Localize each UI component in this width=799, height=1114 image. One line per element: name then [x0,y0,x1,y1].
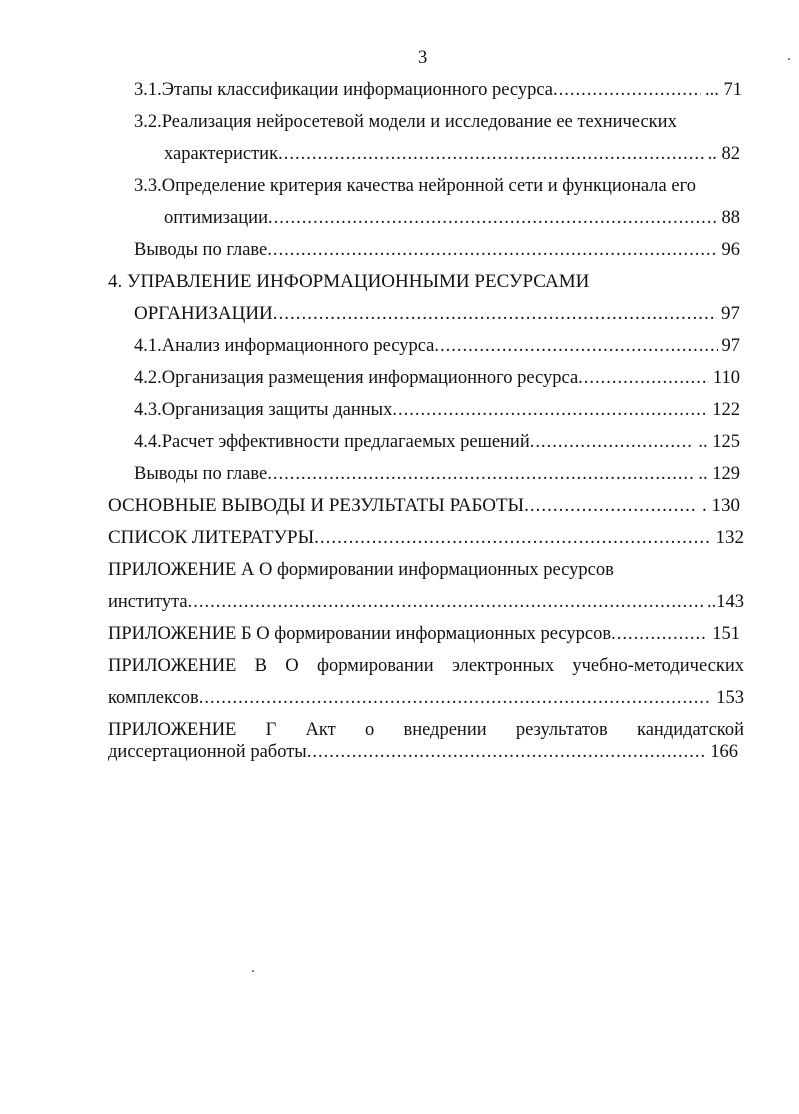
toc-entry-conclusions-4[interactable] [134,462,740,486]
toc-entry-page: ... 71 [705,80,742,100]
scan-speck [788,58,790,60]
toc-entry-conclusions-3[interactable] [134,238,740,262]
toc-appendix-g[interactable] [108,740,738,764]
toc-entry-title: ОСНОВНЫЕ ВЫВОДЫ И РЕЗУЛЬТАТЫ РАБОТЫ [108,495,525,516]
toc-leader-dots [273,302,717,326]
toc-entry-3-2[interactable] [164,142,740,166]
word: формировании [316,656,434,676]
word: электронных [451,656,555,676]
toc-entry-4-3[interactable] [134,398,740,422]
toc-entry-title: 4.2.Организация размещения информационного ресурса [134,368,579,388]
word: В [254,656,267,676]
toc-entry-page: 122 [712,400,740,420]
word: Г [265,720,277,740]
toc-leader-dots [267,238,717,262]
toc-leader-dots [188,590,703,614]
toc-entry-page: .. 82 [707,144,740,164]
toc-entry-title: Выводы по главе [134,240,268,260]
toc-leader-dots [314,526,711,550]
toc-leader-dots [268,206,718,230]
toc-entry-page: 132 [715,527,744,548]
toc-leader-dots [307,740,707,764]
toc-entry-title: 3.1.Этапы классификации информационного ресурса [134,80,554,100]
word: кандидатской [637,720,744,740]
toc-leader-dots [530,430,695,454]
toc-entry-title: Выводы по главе [134,464,268,484]
toc-entry-title: оптимизации [164,208,268,228]
toc-entry-title: СПИСОК ЛИТЕРАТУРЫ [108,527,315,548]
toc-appendix-b[interactable] [108,622,740,646]
toc-leader-dots [611,622,708,646]
toc-leader-dots [578,366,709,390]
toc-entry-title: ПРИЛОЖЕНИЕ Б О формировании информационных ресурсов [108,624,612,644]
toc-entry-4-2[interactable] [134,366,740,390]
toc-leader-dots [434,334,717,358]
word: о [364,720,375,740]
toc-entry-title: комплексов [108,688,199,708]
word: результатов [515,720,608,740]
toc-entry-page: .. 129 [698,464,740,484]
toc-leader-dots [267,462,694,486]
toc-entry-title: института [108,592,188,612]
toc-appendix-a-line1[interactable]: ПРИЛОЖЕНИЕ А О формировании информационных ресурсов [108,560,614,580]
toc-entry-title: ОРГАНИЗАЦИИ [134,303,273,324]
toc-entry-page: 110 [712,368,740,388]
toc-entry-3-2-line1[interactable]: 3.2.Реализация нейросетевой модели и исследование ее технических [134,112,677,132]
toc-entry-page: 97 [721,303,740,324]
toc-leader-dots [553,78,701,102]
toc-entry-title: 4.1.Анализ информационного ресурса [134,336,435,356]
toc-entry-title: 4.4.Расчет эффективности предлагаемых решений [134,432,530,452]
toc-entry-page: 97 [721,336,740,356]
word: ПРИЛОЖЕНИЕ [108,656,237,676]
scan-speck [252,970,254,972]
toc-chapter-4-line1[interactable]: 4. УПРАВЛЕНИЕ ИНФОРМАЦИОННЫМИ РЕСУРСАМИ [108,271,590,292]
toc-appendix-g-line1[interactable] [108,718,744,742]
toc-bibliography[interactable] [108,526,744,550]
toc-entry-page: 96 [721,240,740,260]
word: внедрении [403,720,487,740]
toc-chapter-4[interactable] [134,302,740,326]
word: О [285,656,299,676]
toc-entry-4-4[interactable] [134,430,740,454]
toc-appendix-a[interactable] [108,590,744,614]
toc-entry-title: характеристик [164,144,279,164]
toc-entry-3-1[interactable] [134,78,742,102]
word: Акт [305,720,336,740]
toc-appendix-v[interactable] [108,686,744,710]
toc-main-conclusions[interactable] [108,494,740,518]
toc-entry-page: . 130 [702,495,740,516]
toc-entry-page: ..143 [707,592,744,612]
toc-entry-page: 153 [716,688,744,708]
toc-entry-page: .. 125 [698,432,740,452]
toc-leader-dots [199,686,713,710]
toc-leader-dots [278,142,704,166]
toc-appendix-v-line1[interactable] [108,654,744,678]
toc-leader-dots [524,494,698,518]
toc-leader-dots [392,398,708,422]
toc-entry-title: диссертационной работы [108,742,307,762]
toc-entry-3-3[interactable] [164,206,740,230]
toc-entry-4-1[interactable] [134,334,740,358]
toc-entry-page: 88 [721,208,740,228]
word: учебно-методических [572,656,744,676]
page-number: 3 [418,48,428,68]
toc-entry-page: 151 [712,624,740,644]
toc-entry-title: 4.3.Организация защиты данных [134,400,393,420]
toc-entry-page: 166 [710,742,738,762]
word: ПРИЛОЖЕНИЕ [108,720,237,740]
toc-entry-3-3-line1[interactable]: 3.3.Определение критерия качества нейронной сети и функционала его [134,176,696,196]
